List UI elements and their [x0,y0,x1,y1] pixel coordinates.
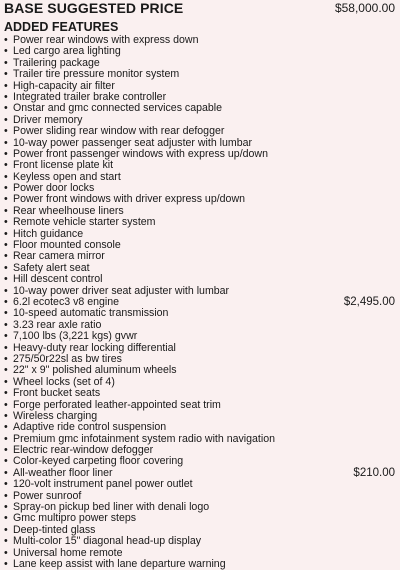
feature-label: Keyless open and start [13,170,121,183]
feature-label: Adaptive ride control suspension [13,421,167,434]
feature-label: Driver memory [13,113,83,126]
bullet-icon: • [4,250,8,263]
bullet-icon: • [4,364,8,377]
feature-label: Power rear windows with express down [13,34,199,46]
feature-label: Spray-on pickup bed liner with denali logo [13,501,210,514]
feature-label: Onstar and gmc connected services capable [13,102,223,115]
feature-label: Gmc multipro power steps [13,512,137,525]
feature-label: Multi-color 15" diagonal head-up display [13,535,202,548]
bullet-icon: • [4,284,8,297]
feature-label: Safety alert seat [13,261,90,274]
feature-label: Deep-tinted glass [13,523,96,536]
bullet-icon: • [4,398,8,411]
bullet-icon: • [4,478,8,491]
bullet-icon: • [4,330,8,343]
feature-label: Integrated trailer brake controller [13,90,167,103]
bullet-icon: • [4,546,8,559]
bullet-icon: • [4,227,8,240]
feature-label: Wireless charging [13,409,98,422]
bullet-icon: • [4,421,8,434]
feature-label: 3.23 rear axle ratio [13,318,102,331]
base-price-row [0,0,400,17]
feature-label: Floor mounted console [13,239,121,252]
feature-label: Power front passenger windows with express up/down [13,147,268,160]
bullet-icon: • [4,501,8,514]
bullet-icon: • [4,125,8,138]
bullet-icon: • [4,307,8,320]
feature-label: Color-keyed carpeting floor covering [13,455,184,468]
bullet-icon: • [4,409,8,422]
bullet-icon: • [4,375,8,388]
feature-label: Front bucket seats [13,387,101,400]
feature-label: Wheel locks (set of 4) [13,375,115,388]
feature-label: Hitch guidance [13,227,84,240]
feature-label: 10-way power driver seat adjuster with lumbar [13,284,230,297]
bullet-icon: • [4,113,8,126]
feature-label: Front license plate kit [13,159,114,172]
feature-label: Lane keep assist with lane departure warning [13,557,226,570]
bullet-icon: • [4,90,8,103]
feature-label: Rear wheelhouse liners [13,204,124,217]
bullet-icon: • [4,45,8,58]
base-price-title: BASE SUGGESTED PRICE [4,0,184,16]
bullet-icon: • [4,204,8,217]
bullet-icon: • [4,34,8,46]
feature-label: 22" x 9" polished aluminum wheels [13,364,177,377]
bullet-icon: • [4,68,8,81]
bullet-icon: • [4,56,8,69]
bullet-icon: • [4,273,8,286]
feature-label: 6.2l ecotec3 v8 engine [13,295,120,308]
bullet-icon: • [4,341,8,354]
feature-label: Premium gmc infotainment system radio with navigation [13,432,276,445]
feature-price: $2,495.00 [343,295,395,308]
bullet-icon: • [4,147,8,160]
bullet-icon: • [4,352,8,365]
bullet-icon: • [4,170,8,183]
feature-label: Power sliding rear window with rear defogger [13,125,225,138]
feature-label: High-capacity air filter [13,79,115,92]
feature-label: 275/50r22sl as bw tires [13,352,122,365]
bullet-icon: • [4,523,8,536]
bullet-icon: • [4,295,8,308]
feature-label: Trailer tire pressure monitor system [13,68,180,81]
bullet-icon: • [4,512,8,525]
bullet-icon: • [4,444,8,457]
feature-label: Power front windows with driver express up/down [13,193,245,206]
base-price-value: $58,000.00 [334,1,395,15]
feature-label: Heavy-duty rear locking differential [13,341,176,354]
bullet-icon: • [4,159,8,172]
bullet-icon: • [4,239,8,252]
bullet-icon: • [4,489,8,502]
bullet-icon: • [4,261,8,274]
feature-label: Remote vehicle starter system [13,216,156,229]
bullet-icon: • [4,182,8,195]
bullet-icon: • [4,318,8,331]
bullet-icon: • [4,216,8,229]
feature-list [0,35,400,570]
added-features-heading: ADDED FEATURES [4,20,119,34]
feature-label: 7,100 lbs (3,221 kgs) gvwr [13,330,138,343]
feature-item [0,559,400,570]
bullet-icon: • [4,466,8,479]
feature-label: Trailering package [13,56,100,69]
bullet-icon: • [4,387,8,400]
feature-label: Led cargo area lighting [13,45,121,58]
bullet-icon: • [4,193,8,206]
feature-label: 10-way power passenger seat adjuster with lumbar [13,136,253,149]
feature-label: Power door locks [13,182,95,195]
feature-label: Power sunroof [13,489,82,502]
feature-label: 120-volt instrument panel power outlet [13,478,193,491]
feature-label: Forge perforated leather-appointed seat trim [13,398,221,411]
feature-label: Electric rear-window defogger [13,444,154,457]
feature-label: Hill descent control [13,273,103,286]
feature-label: 10-speed automatic transmission [13,307,169,320]
bullet-icon: • [4,432,8,445]
feature-label: Universal home remote [13,546,123,559]
bullet-icon: • [4,535,8,548]
feature-label: All-weather floor liner [13,466,113,479]
bullet-icon: • [4,79,8,92]
bullet-icon: • [4,557,8,570]
feature-price: $210.00 [353,466,395,479]
bullet-icon: • [4,102,8,115]
feature-label: Rear camera mirror [13,250,105,263]
bullet-icon: • [4,455,8,468]
bullet-icon: • [4,136,8,149]
